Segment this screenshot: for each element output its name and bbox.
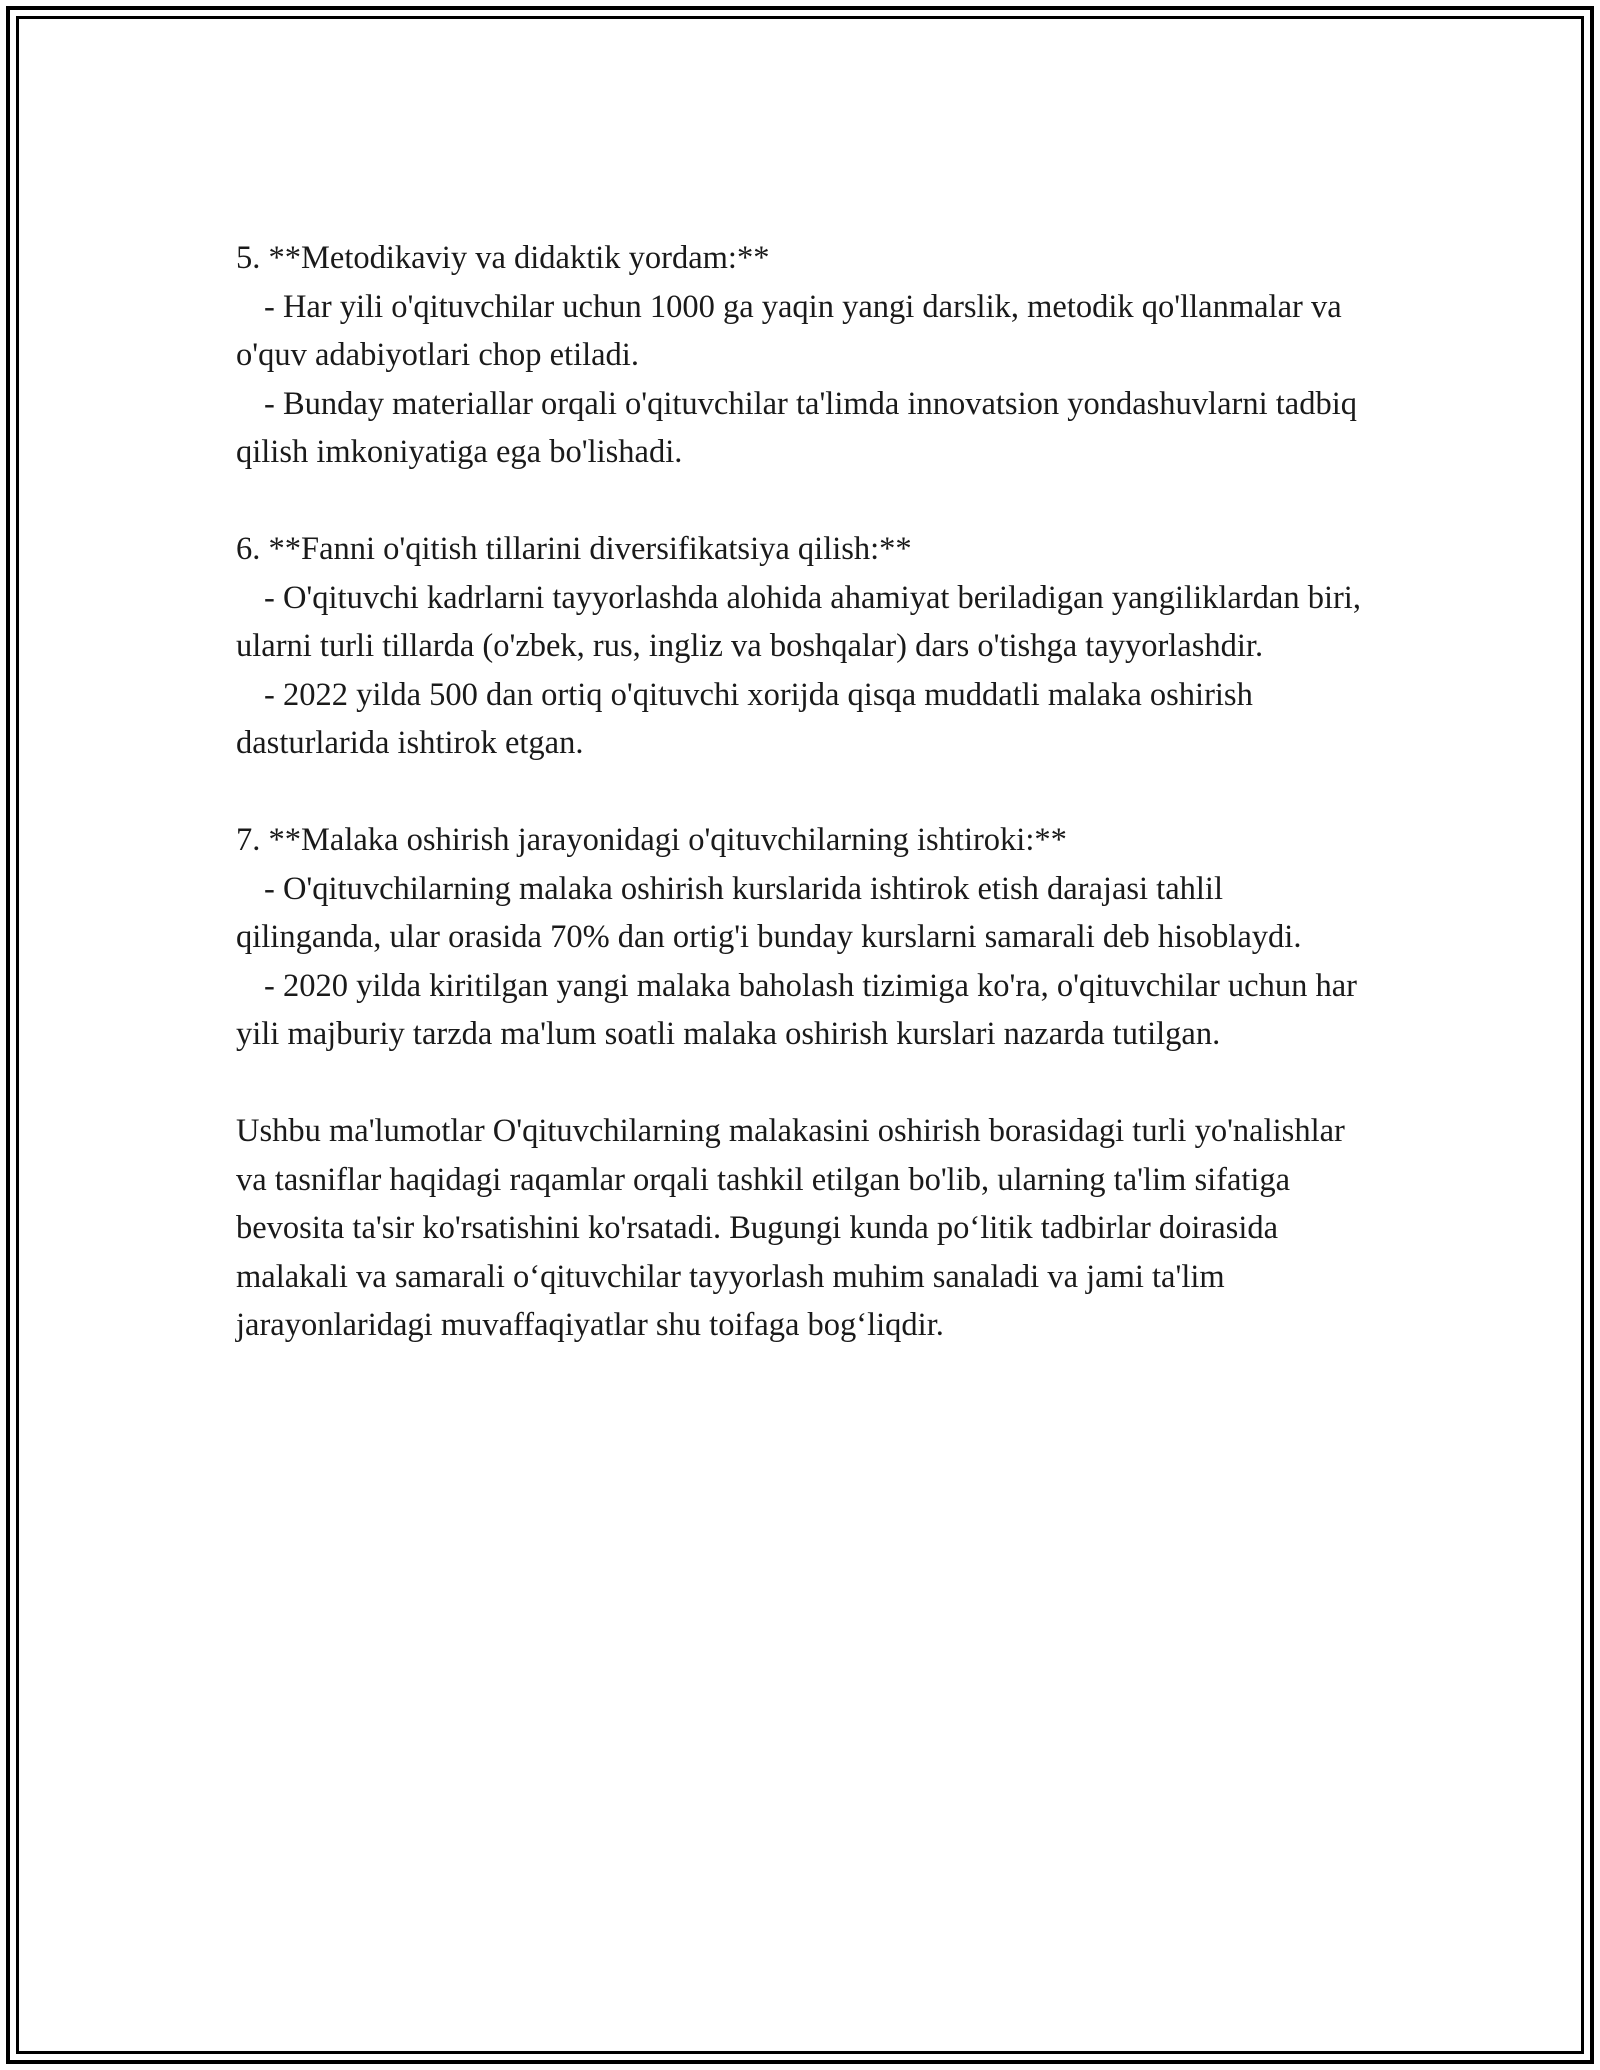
list-item: - O'qituvchi kadrlarni tayyorlashda alohida ahamiyat beriladigan yangiliklardan biri, ularni turli tillarda (o'zbek, rus, ingliz va boshqalar) dars o'tishga tayyorlashdir. [236,579,1361,664]
section-heading: 7. **Malaka oshirish jarayonidagi o'qituvchilarning ishtiroki:** [236,822,1067,858]
section-6 [236,525,1376,768]
section-7 [236,816,1376,1059]
section-heading: 5. **Metodikaviy va didaktik yordam:** [236,240,770,276]
list-item: - O'qituvchilarning malaka oshirish kurslarida ishtirok etish darajasi tahlil qilinganda, ular orasida 70% dan ortig'i bunday kurslarni samarali deb hisoblaydi. [236,870,1302,955]
conclusion-paragraph: Ushbu ma'lumotlar O'qituvchilarning malakasini oshirish borasidagi turli yo'nalishlar va tasniflar haqidagi raqamlar orqali tashkil etilgan bo'lib, ularning ta'lim sifatiga bevosita ta'sir ko'rsatishini ko'rsatadi. Bugungi kunda po‘litik tadbirlar doirasida malakali va samarali o‘qituvchilar tayyorlash muhim sanaladi va jami ta'lim jarayonlaridagi muvaffaqiyatlar shu toifaga bog‘liqdir. [236,1113,1345,1343]
list-item: - Bunday materiallar orqali o'qituvchilar ta'limda innovatsion yondashuvlarni tadbiq qilish imkoniyatiga ega bo'lishadi. [236,385,1357,470]
section-heading: 6. **Fanni o'qitish tillarini diversifikatsiya qilish:** [236,531,912,567]
list-item: - Har yili o'qituvchilar uchun 1000 ga yaqin yangi darslik, metodik qo'llanmalar va o'quv adabiyotlari chop etiladi. [236,288,1342,373]
document-body [236,234,1376,1350]
list-item: - 2020 yilda kiritilgan yangi malaka baholash tizimiga ko'ra, o'qituvchilar uchun har yili majburiy tarzda ma'lum soatli malaka oshirish kurslari nazarda tutilgan. [236,967,1357,1052]
list-item: - 2022 yilda 500 dan ortiq o'qituvchi xorijda qisqa muddatli malaka oshirish dasturlarida ishtirok etgan. [236,676,1253,761]
section-5 [236,234,1376,477]
